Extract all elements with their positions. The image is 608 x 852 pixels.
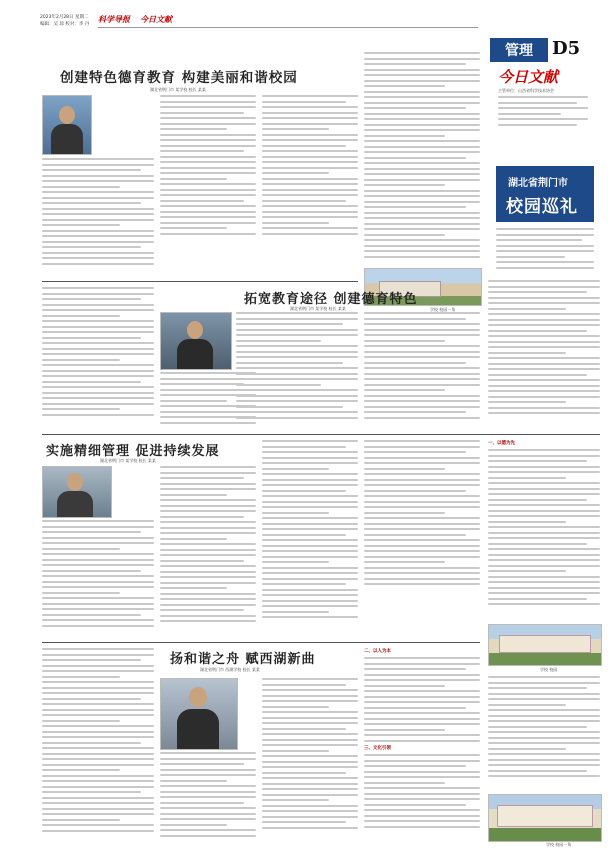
school-photo-2-caption: 学校 校园 [540, 667, 558, 672]
article-2-text-col5 [488, 280, 600, 430]
masthead-logo-jinri: 今日文献 [140, 14, 172, 24]
page-number: D5 [552, 38, 581, 59]
article-3-text-col4 [364, 440, 480, 600]
article-1-title: 创建特色德育教育 构建美丽和谐校园 [60, 70, 298, 86]
article-1-text [42, 158, 154, 278]
portrait-photo-4 [160, 678, 238, 750]
article-3-text-col2 [160, 466, 256, 638]
article-3-text-col5 [488, 440, 600, 618]
article-4-text-col3 [262, 678, 358, 848]
article-1-text-col4 [364, 52, 480, 262]
portrait-photo-2 [160, 312, 232, 370]
sidebar-title-big: 校园巡礼 [506, 197, 578, 217]
article-2-byline: 湖北省荆门市 某学校 校长 某某 [290, 306, 346, 311]
sidebar-intro-text [496, 228, 594, 276]
portrait-photo-3 [42, 466, 112, 518]
divider-1 [42, 281, 358, 282]
editor-line: 编辑：吴 琼 校对：李 丹 [40, 22, 90, 27]
sidebar-title-box [496, 166, 594, 222]
article-2-text-col4 [364, 312, 480, 432]
article-4-byline: 湖北省荆门市 西湖学校 校长 某某 [200, 667, 260, 672]
article-3-text-col3 [262, 440, 358, 638]
section-label: 管理 [505, 43, 533, 59]
divider-3 [42, 642, 480, 643]
school-photo-1-caption: 学校 校园一角 [430, 307, 456, 312]
school-photo-3-caption: 学校 校园一角 [546, 842, 572, 847]
article-4-text-col4 [364, 648, 480, 848]
sidebar-info: 主管单位：山西省科学技术协会 [498, 88, 554, 93]
header-bar-line [98, 27, 478, 28]
article-2-lead-text [42, 287, 154, 427]
portrait-photo-1 [42, 95, 92, 155]
article-3-text-col1 [42, 520, 154, 638]
sidebar [488, 66, 600, 276]
article-4-title: 扬和谐之舟 赋西湖新曲 [170, 652, 316, 667]
masthead-logo-kexue: 科学导报 [98, 14, 130, 24]
sidebar-title-small: 湖北省荆门市 [508, 178, 568, 189]
divider-2 [42, 434, 600, 435]
section-tag [490, 38, 548, 62]
article-1-text-col2 [160, 95, 256, 245]
article-3-title: 实施精细管理 促进持续发展 [46, 444, 220, 459]
article-1-byline: 湖北省荆门市 某学校 校长 某某 [150, 87, 206, 92]
article-3-subhead: 一、以德为先 [488, 441, 515, 446]
article-2-text-col3 [236, 312, 358, 432]
article-2-title: 拓宽教育途径 创建德育特色 [244, 292, 418, 307]
article-4-subhead-1: 二、以人为本 [364, 649, 391, 654]
article-3-byline: 湖北省荆门市 某学校 校长 某某 [100, 458, 156, 463]
masthead [0, 0, 608, 59]
issue-date: 2023年2月28日 星期二 [40, 15, 89, 20]
school-photo-2 [488, 624, 602, 666]
school-photo-3 [488, 794, 602, 842]
sidebar-logo: 今日文献 [498, 68, 559, 86]
article-4-text-col5 [488, 676, 600, 790]
article-4-lead-text [42, 648, 154, 848]
article-1-text-col3 [262, 95, 358, 245]
article-4-subhead-2: 三、文化引领 [364, 746, 391, 751]
article-4-text-col2 [160, 752, 256, 848]
sidebar-info-text [498, 96, 588, 136]
